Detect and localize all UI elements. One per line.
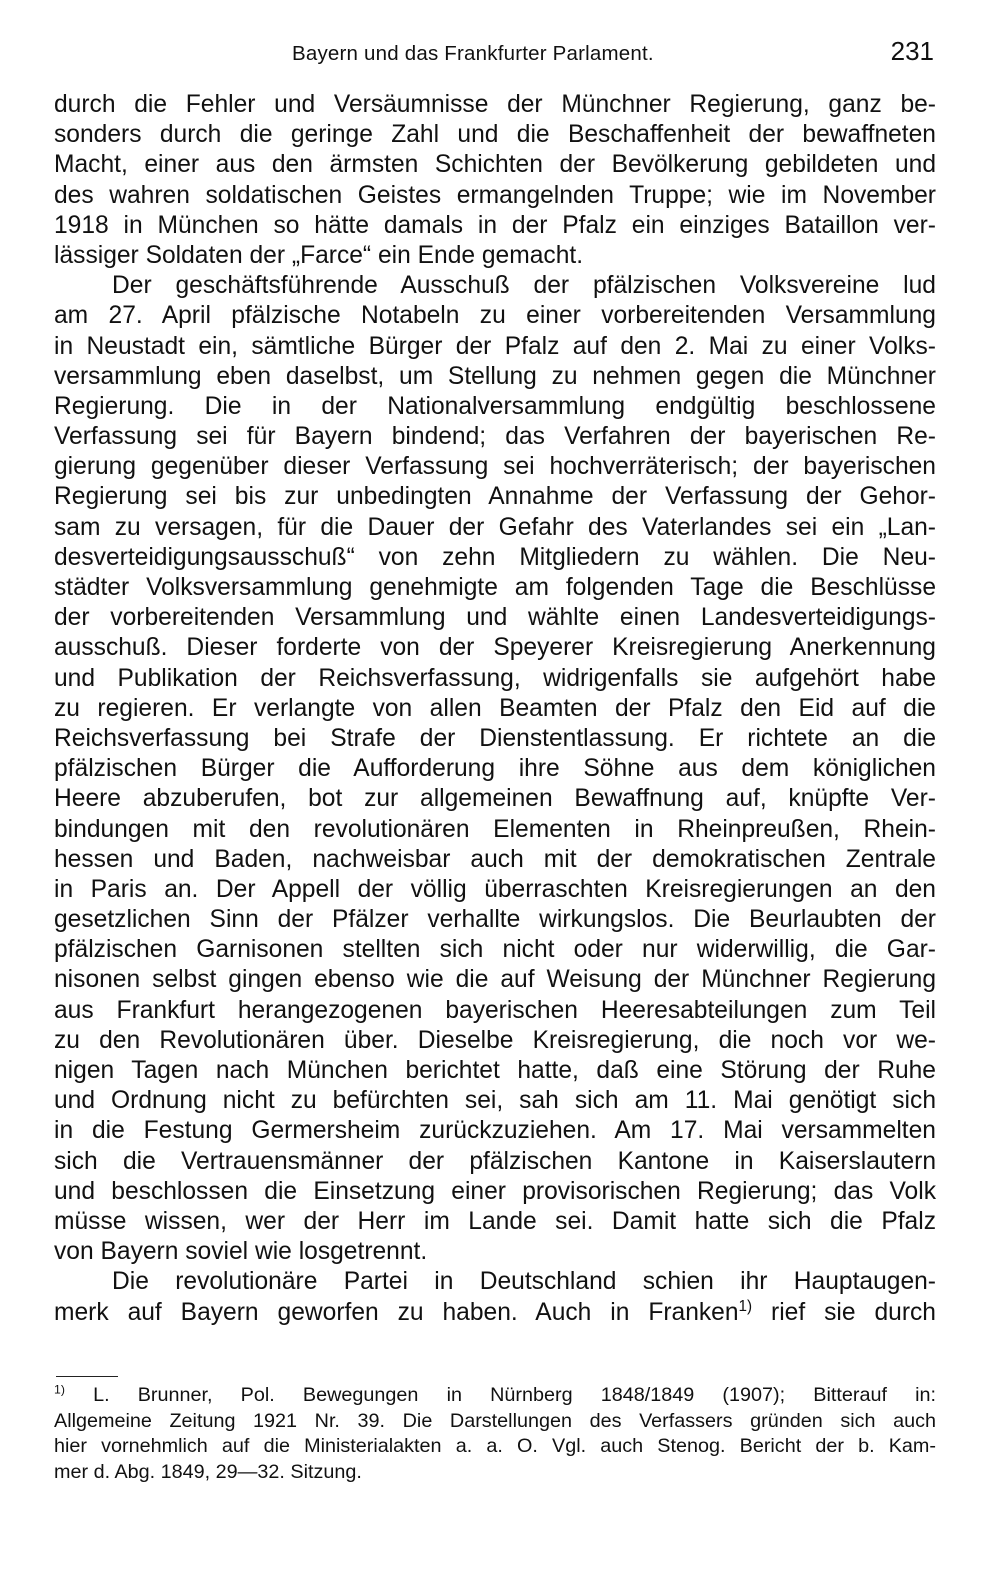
text-line: sich die Vertrauensmänner der pfälzischen Kantone in Kaiserslautern <box>54 1147 936 1175</box>
text-line: nigen Tagen nach München berichtet hatte, daß eine Störung der Ruhe <box>54 1057 936 1084</box>
footnote-line: mer d. Abg. 1849, 29—32. Sitzung. <box>54 1460 362 1483</box>
text-line: Verfassung sei für Bayern bindend; das Verfahren der bayerischen Re- <box>54 423 936 451</box>
text-line: am 27. April pfälzische Notabeln zu einer vorbereitenden Versammlung <box>54 302 936 330</box>
text-line: nisonen selbst gingen ebenso wie die auf Weisung der Münchner Regierung <box>54 966 936 994</box>
text-line: hessen und Baden, nachweisbar auch mit der demokratischen Zentrale <box>54 845 936 873</box>
text-line: Die revolutionäre Partei in Deutschland schien ihr Hauptaugen- <box>112 1268 936 1296</box>
text-line: lässiger Soldaten der „Farce“ ein Ende gemacht. <box>54 241 584 269</box>
text-line: ausschuß. Dieser forderte von der Speyerer Kreisregierung Anerkennung <box>54 634 936 662</box>
text-line: Heere abzuberufen, bot zur allgemeinen Bewaffnung auf, knüpfte Ver- <box>54 785 936 813</box>
text-line: durch die Fehler und Versäumnisse der Münchner Regierung, ganz be- <box>54 91 936 118</box>
text-line: versammlung eben daselbst, um Stellung zu nehmen gegen die Münchner <box>54 362 936 390</box>
text-line: städter Volksversammlung genehmigte am folgenden Tage die Beschlüsse <box>54 574 936 601</box>
text-line: pfälzischen Garnisonen stellten sich nicht oder nur widerwillig, die Gar- <box>54 936 936 964</box>
text-line: und Publikation der Reichsverfassung, widrigenfalls sie aufgehört habe <box>54 664 936 692</box>
footnotes <box>54 1376 936 1485</box>
text-line: in Neustadt ein, sämtliche Bürger der Pfalz auf den 2. Mai zu einer Volks- <box>54 332 936 360</box>
text-line: bindungen mit den revolutionären Elementen in Rheinpreußen, Rhein- <box>54 815 936 843</box>
text-line: Der geschäftsführende Ausschuß der pfälzischen Volksvereine lud <box>112 272 936 300</box>
text-line: Macht, einer aus den ärmsten Schichten der Bevölkerung gebildeten und <box>54 151 936 179</box>
text-line: in Paris an. Der Appell der völlig überraschten Kreisregierungen an den <box>54 875 936 903</box>
text-line: der vorbereitenden Versammlung und wählte einen Landesverteidigungs- <box>54 604 936 632</box>
text-line: des wahren soldatischen Geistes ermangelnden Truppe; wie im November <box>54 181 936 209</box>
footnote-text: L. Brunner, Pol. Bewegungen in Nürnberg 1848/1849 (1907); Bitterauf in: <box>64 1384 936 1406</box>
text-line-with-footnote <box>54 1298 936 1328</box>
footnote-marker: 1) <box>54 1382 65 1397</box>
running-title: Bayern und das Frankfurter Parlament. <box>292 42 654 65</box>
text-line: gesetzlichen Sinn der Pfälzer verhallte wirkungslos. Die Beurlaubten der <box>54 906 936 934</box>
text-fragment: merk auf Bayern geworfen zu haben. Auch in Franken <box>54 1298 739 1326</box>
text-line: sam zu versagen, für die Dauer der Gefahr des Vaterlandes sei ein „Lan- <box>54 513 936 541</box>
text-line: Regierung. Die in der Nationalversammlung endgültig beschlossene <box>54 392 936 420</box>
text-line: desverteidigungsausschuß“ von zehn Mitgliedern zu wählen. Die Neu- <box>54 543 936 571</box>
text-line: gierung gegenüber dieser Verfassung sei hochverräterisch; der bayerischen <box>54 453 936 481</box>
footnote-reference[interactable]: 1) <box>738 1297 753 1315</box>
footnote-line <box>54 1383 936 1409</box>
text-line: in die Festung Germersheim zurückzuziehen. Am 17. Mai versammelten <box>54 1117 936 1145</box>
text-line: pfälzischen Bürger die Aufforderung ihre Söhne aus dem königlichen <box>54 755 936 783</box>
text-line: zu regieren. Er verlangte von allen Beamten der Pfalz den Eid auf die <box>54 694 936 722</box>
text-line: und beschlossen die Einsetzung einer provisorischen Regierung; das Volk <box>54 1177 936 1205</box>
main-text <box>54 90 936 1328</box>
text-line: und Ordnung nicht zu befürchten sei, sah sich am 11. Mai genötigt sich <box>54 1087 936 1115</box>
page-number: 231 <box>890 36 934 66</box>
text-line: zu den Revolutionären über. Dieselbe Kreisregierung, die noch vor we- <box>54 1026 936 1054</box>
text-line: Reichsverfassung bei Strafe der Dienstentlassung. Er richtete an die <box>54 724 936 752</box>
text-line: von Bayern soviel wie losgetrennt. <box>54 1238 428 1266</box>
footnote-divider <box>56 1376 118 1377</box>
text-line: sonders durch die geringe Zahl und die Beschaffenheit der bewaffneten <box>54 121 936 149</box>
footnote-line: hier vornehmlich auf die Ministerialakten a. a. O. Vgl. auch Stenog. Bericht der b. Kam- <box>54 1435 936 1458</box>
text-line: 1918 in München so hätte damals in der Pfalz ein einziges Bataillon ver- <box>54 211 936 239</box>
text-fragment: rief sie durch <box>752 1298 936 1326</box>
footnote-1 <box>54 1383 936 1485</box>
text-line: aus Frankfurt herangezogenen bayerischen Heeresabteilungen zum Teil <box>54 996 936 1024</box>
page-header <box>54 36 936 72</box>
text-line: Regierung sei bis zur unbedingten Annahme der Verfassung der Gehor- <box>54 483 936 511</box>
footnote-line: Allgemeine Zeitung 1921 Nr. 39. Die Darstellungen des Verfassers gründen sich auch <box>54 1409 936 1432</box>
text-line: müsse wissen, wer der Herr im Lande sei. Damit hatte sich die Pfalz <box>54 1207 936 1235</box>
book-page <box>54 36 936 1483</box>
